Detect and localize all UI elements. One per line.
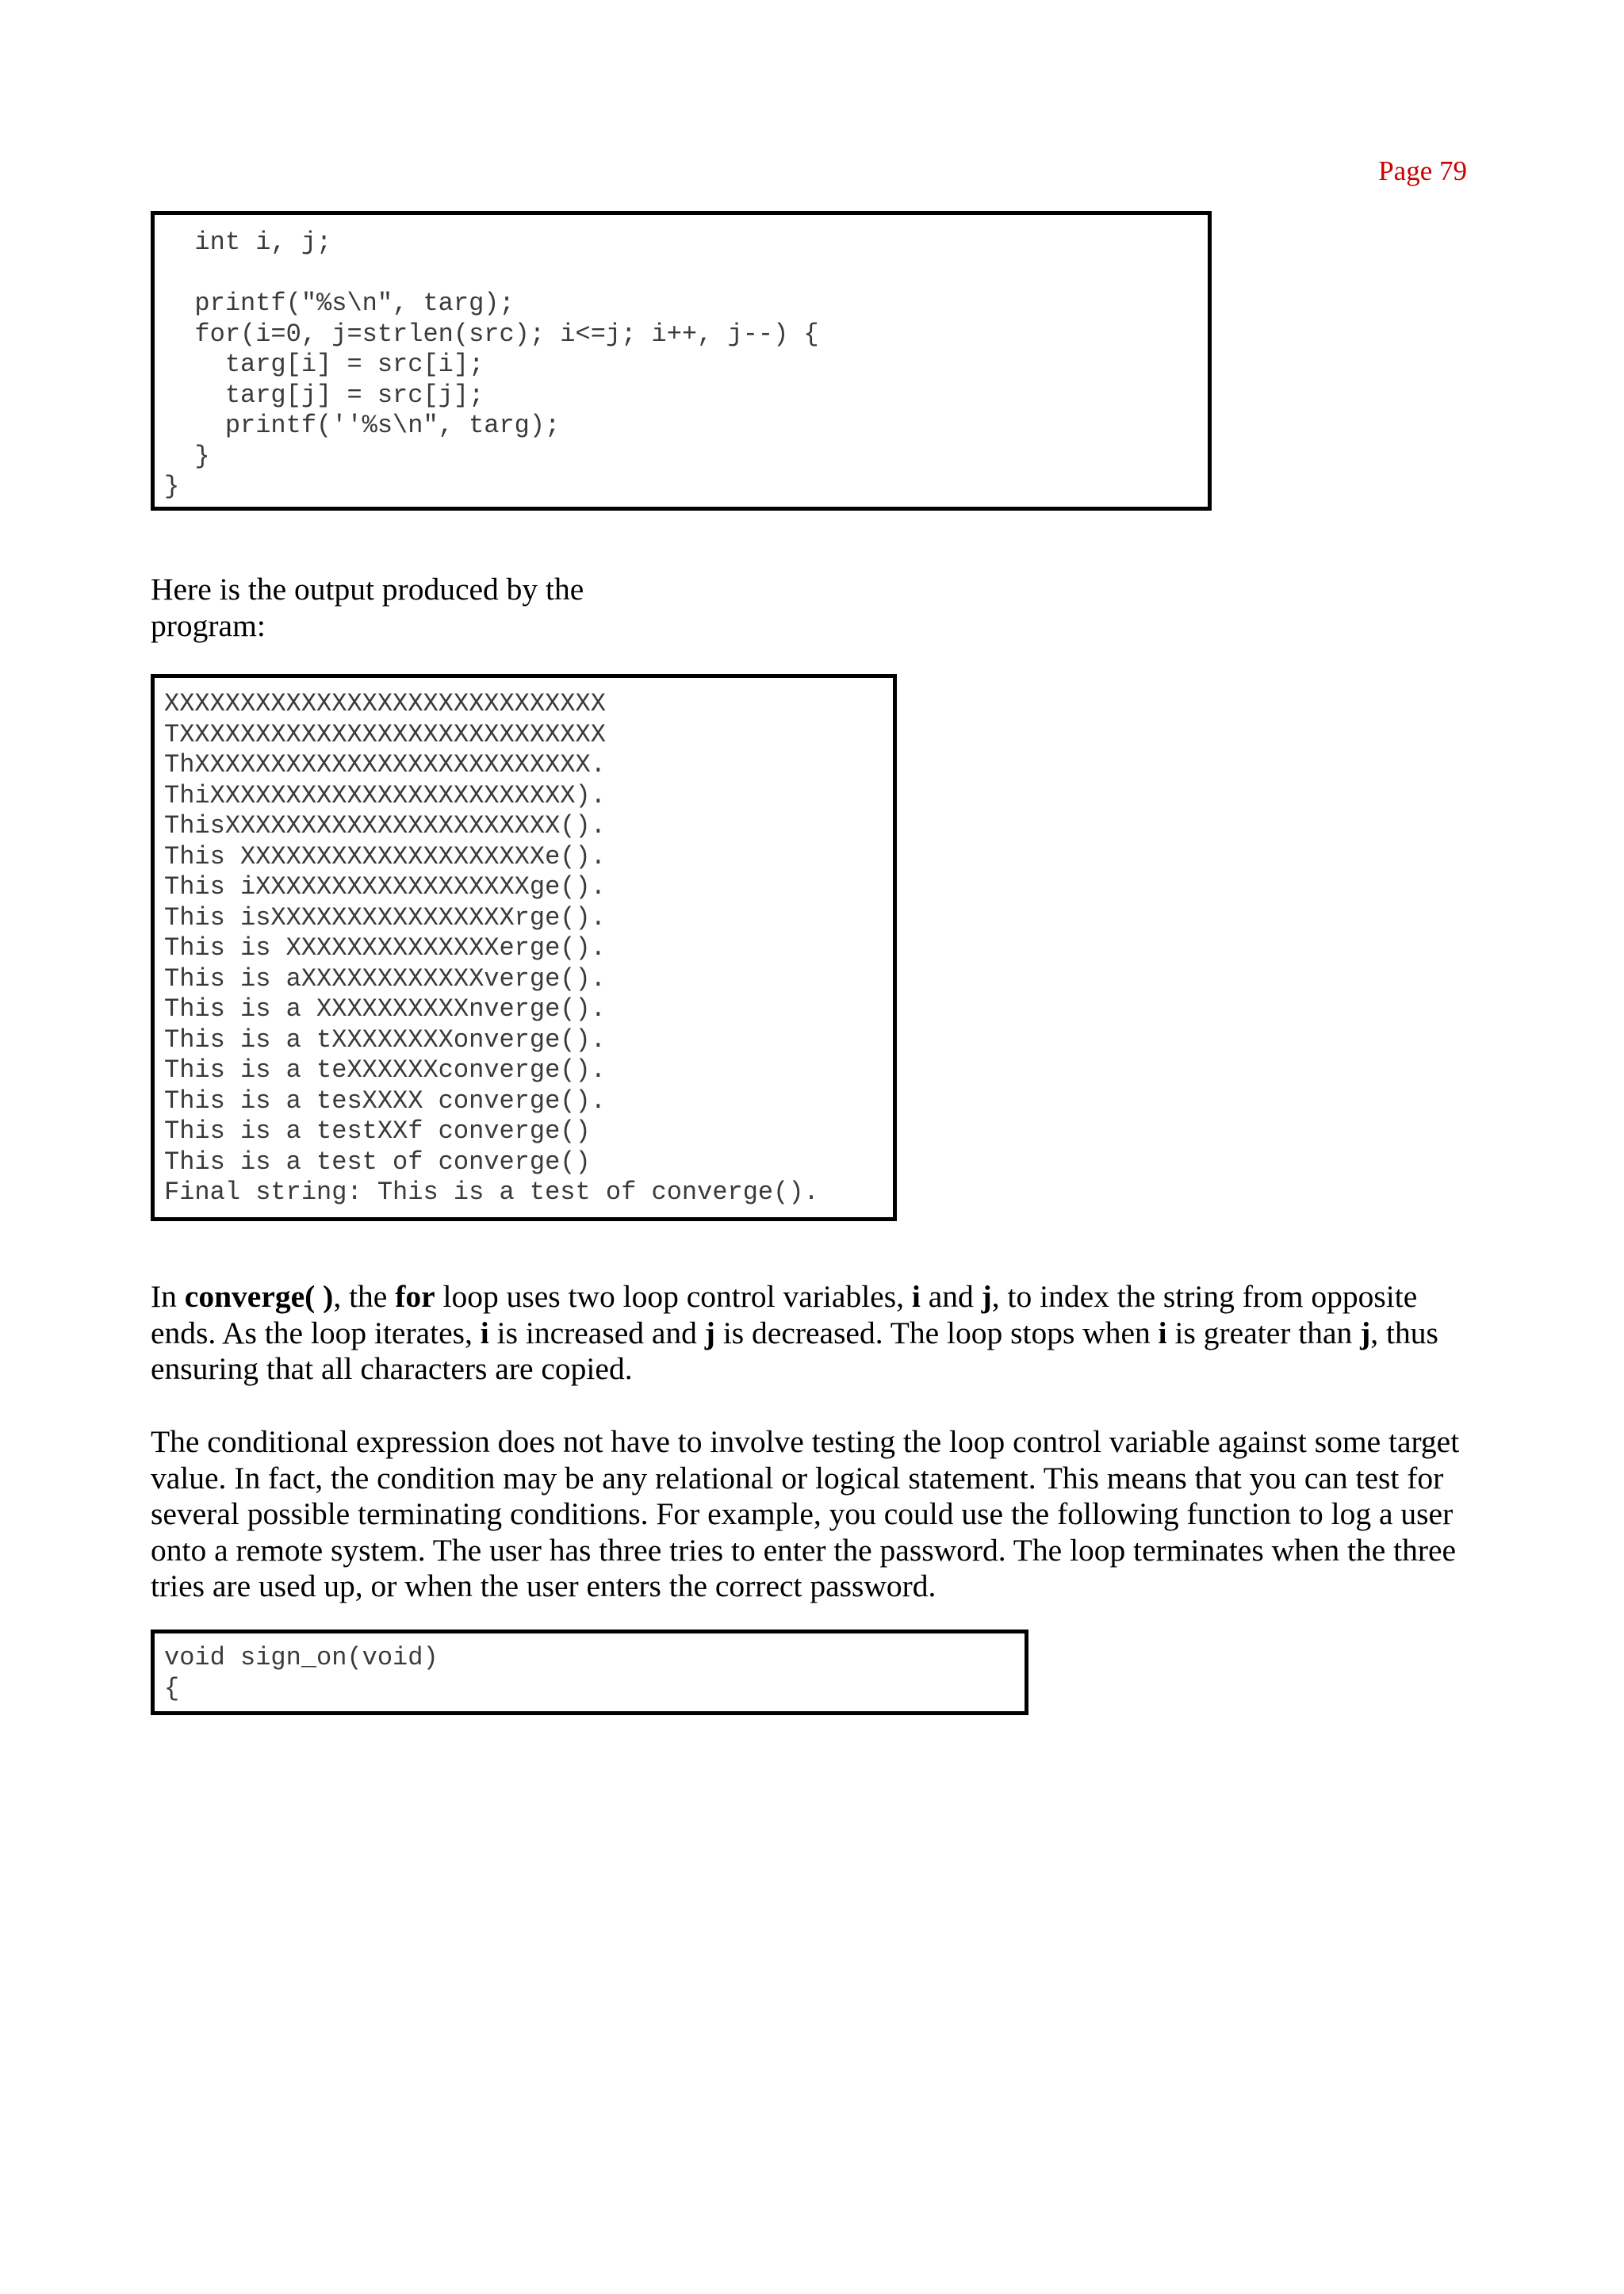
bold-term-i: i [1158, 1315, 1167, 1350]
code-listing-box [151, 211, 1212, 511]
text-run: and [920, 1279, 982, 1314]
bold-term-j: j [704, 1315, 715, 1350]
conditional-expression-paragraph: The conditional expression does not have to involve testing the loop control variable against some target value. In fact, the condition may be any relational or logical statement. This means that you can test for several possible terminating conditions. For example, you could use the following function to log a user onto a remote system. The user has three tries to enter the password. The loop terminates when the three tries are used up, or when the user enters the correct password. [151, 1424, 1460, 1603]
text-run: , the [333, 1279, 396, 1314]
bold-term-j: j [1360, 1315, 1371, 1350]
code-listing-text: int i, j; printf("%s\n", targ); for(i=0, j=strlen(src); i<=j; i++, j--) { targ[i] = src[i]; targ[j] = src[j]; printf(''%s\n", targ); } } [164, 228, 819, 501]
intro-paragraph: Here is the output produced by the program: [151, 572, 584, 643]
text-run: , thus ensuring that all characters are copied. [151, 1315, 1438, 1386]
bold-term-for: for [395, 1279, 435, 1314]
text-run: is decreased. The loop stops when [714, 1315, 1159, 1350]
bold-term-i: i [480, 1315, 489, 1350]
sign-on-code-box [151, 1630, 1028, 1715]
bold-term-j: j [981, 1279, 992, 1314]
text-run: In [151, 1279, 185, 1314]
program-output-box [151, 674, 897, 1221]
text-run: loop uses two loop control variables, [435, 1279, 912, 1314]
page-number: Page 79 [1378, 155, 1467, 186]
program-output-text: XXXXXXXXXXXXXXXXXXXXXXXXXXXXX TXXXXXXXXXXXXXXXXXXXXXXXXXXXX ThXXXXXXXXXXXXXXXXXXXXXXXXXX. ThiXXXXXXXXXXXXXXXXXXXXXXXX). ThisXXXXXXXXXXXXXXXXXXXXXX(). This XXXXXXXXXXXXXXXXXXXXe(). This iXXXXXXXXXXXXXXXXXXge(). This isXXXXXXXXXXXXXXXXrge(). This is XXXXXXXXXXXXXXerge(). This is aXXXXXXXXXXXXverge(). This is a XXXXXXXXXXnverge(). This is a tXXXXXXXXonverge(). This is a teXXXXXXconverge(). This is a tesXXXX converge(). This is a testXXf converge() This is a test of converge() Final string: This is a test of converge(). [164, 689, 819, 1207]
bold-term-converge: converge( ) [184, 1279, 334, 1314]
converge-explanation-paragraph [151, 1279, 1475, 1388]
text-run: is increased and [488, 1315, 705, 1350]
sign-on-code-text: void sign_on(void) { [164, 1643, 439, 1703]
text-run: , to index the string from opposite ends. As the loop iterates, [151, 1279, 1418, 1350]
text-run: is greater than [1166, 1315, 1361, 1350]
bold-term-i: i [911, 1279, 921, 1314]
